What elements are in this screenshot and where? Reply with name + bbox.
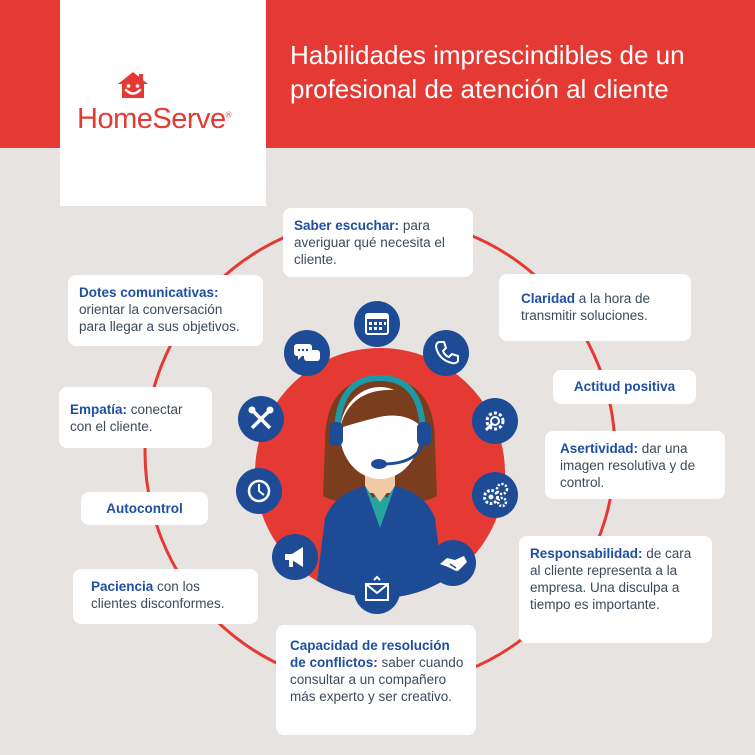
megaphone-icon: [272, 534, 318, 580]
gear-wrench-icon: [472, 398, 518, 444]
handshake-icon: [430, 540, 476, 586]
card-dotes-comunicativas: [68, 275, 263, 346]
card-text: a la hora de transmitir soluciones.: [521, 291, 651, 323]
card-title: Responsabilidad:: [530, 546, 643, 561]
card-title: Claridad: [521, 291, 576, 306]
card-text: con los clientes disconformes.: [91, 579, 225, 611]
calendar-icon: [354, 301, 400, 347]
card-title: Asertividad:: [560, 441, 639, 456]
card-text: dar una imagen resolutiva y de control.: [560, 441, 696, 490]
card-title: Autocontrol: [106, 501, 183, 516]
card-text: de cara al cliente representa a la empresa. Una disculpa a tiempo es importante.: [530, 546, 692, 612]
clock-icon: [236, 468, 282, 514]
card-actitud-positiva: [553, 370, 696, 404]
gears-icon: [472, 472, 518, 518]
title-line-1: Habilidades imprescindibles de un: [290, 40, 685, 70]
card-title: Saber escuchar:: [294, 218, 400, 233]
card-title: Paciencia: [91, 579, 154, 594]
tools-icon: [238, 396, 284, 442]
card-empatia: [59, 387, 212, 448]
card-paciencia: [73, 569, 258, 624]
card-text: orientar la conversación para llegar a sus objetivos.: [79, 302, 240, 334]
chat-bubbles-icon: [284, 330, 330, 376]
card-claridad: [499, 274, 691, 341]
envelope-icon: [354, 568, 400, 614]
card-title: Actitud positiva: [573, 379, 676, 394]
card-capacidad-resolucion: [276, 625, 476, 735]
brand-logo: HomeServe®: [77, 103, 232, 135]
phone-icon: [423, 330, 469, 376]
title-line-2: profesional de atención al cliente: [290, 74, 669, 104]
card-responsabilidad: [519, 536, 712, 643]
card-title: Empatía:: [70, 402, 128, 417]
card-saber-escuchar: [283, 208, 473, 277]
card-title: Capacidad de resolución de conflictos:: [290, 638, 450, 670]
card-autocontrol: [81, 492, 208, 525]
card-title: Dotes comunicativas:: [79, 285, 219, 300]
card-text: saber cuando consultar a un compañero más experto y ser creativo.: [290, 655, 464, 704]
card-text: conectar con el cliente.: [70, 402, 183, 434]
card-asertividad: [545, 431, 725, 499]
card-text: para averiguar qué necesita el cliente.: [294, 218, 445, 267]
